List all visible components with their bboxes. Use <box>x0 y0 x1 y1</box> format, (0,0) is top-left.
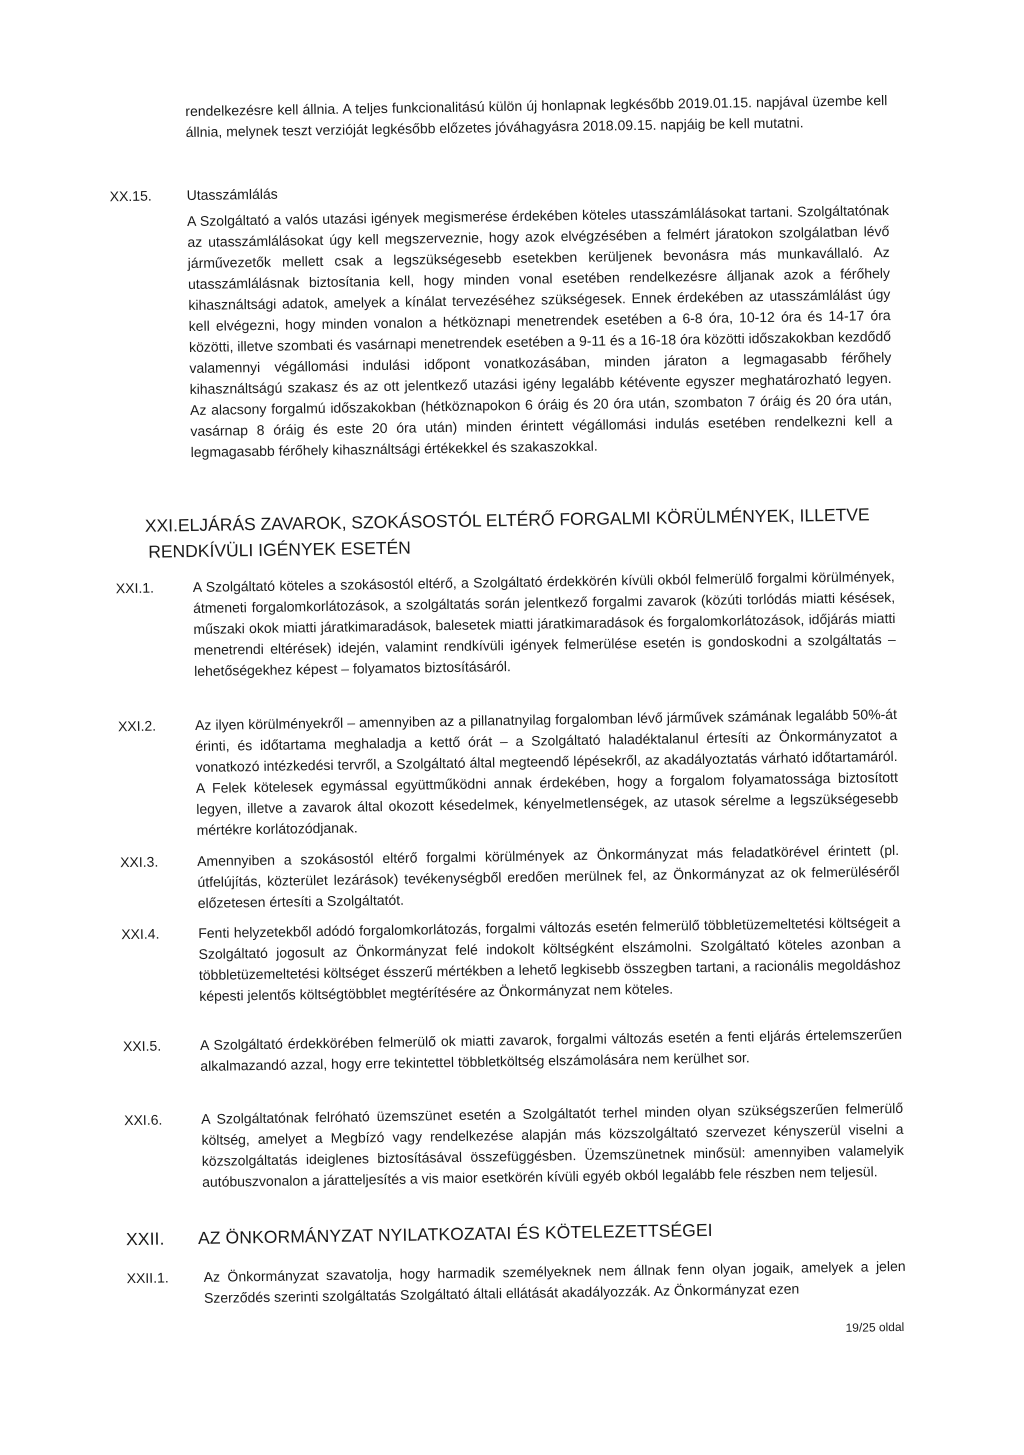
item-paragraph-xxi4: Fenti helyzetekből adódó forgalomkorlátozás, forgalmi változás esetén felmerülő többletüzemeltetési költségeit a Szolgáltató jogosult az Önkormányzat felé indokolt költségként elszámolni. Szolgáltató köteles azonban a többletüzemeltetési költséget ésszerű mértékben a lehető legkisebb összegben tartani, a racionális megoldáshoz képesti jelentős költségtöbblet megtérítésére az Önkormányzat nem köteles. <box>198 913 901 1004</box>
item-paragraph-xxi5: A Szolgáltató érdekkörében felmerülő ok miatti zavarok, forgalmi változás esetén a fenti eljárás értelemszerűen alkalmazandó azzal, hogy erre tekintettel többletköltség elszámolására nem kerülhet sor. <box>199 1025 903 1074</box>
item-paragraph-xxi1: A Szolgáltató köteles a szokásostól eltérő, a Szolgáltató érdekkörén kívüli okból felmerülő forgalmi körülmények, átmeneti forgalomkorlátozások, a szolgáltatás során jelentkező forgalmi zavarok (közúti torlódás miatti késések, műszaki okok miatti járatkimaradások, balesetek miatti járatkimaradások és forgalomkorlátozások, időjárás miatti menetrendi eltérések) idején, valamint rendkívüli igények felmerülése esetén is gondoskodni a szolgáltatás – lehetőségekhez képest – folyamatos biztosításáról. <box>192 567 896 679</box>
item-number-xxi2: XXI.2. <box>117 717 157 735</box>
item-number-xxi4: XXI.4. <box>121 925 160 943</box>
intro-paragraph: rendelkezésre kell állnia. A teljes funkcionalitású külön új honlapnak legkésőbb 2019.01.15. napjával üzembe kell állnia, melynek teszt verzióját legkésőbb előzetes jóváhagyásra 2018.09.15. napjáig be kell mutatni. <box>185 92 888 141</box>
item-paragraph-xxii1: Az Önkormányzat szavatolja, hogy harmadik személyeknek nem állnak fenn olyan jogaik, amelyek a jelen Szerződés szerinti szolgáltatás Szolgáltató általi ellátását akadályozzák. Az Önkormányzat ezen <box>203 1257 906 1306</box>
chapter-title-xxii: AZ ÖNKORMÁNYZAT NYILATKOZATAI ÉS KÖTELEZETTSÉGEI <box>197 1219 713 1248</box>
section-paragraph-xx15: A Szolgáltató a valós utazási igények megismerése érdekében köteles utasszámlálásokat tartani. Szolgáltatónak az utasszámlálásokat úgy kell megszerveznie, hogy azok elvégzésében a felmért járatokon szolgálatban lévő járművezetők mellett csak a legszükségesebb esetekben kerüljenek bevonásra más munkavállaló. Az utasszámlálásnak biztosítania kell, hogy minden vonal esetében rendelkezésre álljanak azok a férőhely kihasználtsági adatok, amelyek a kínálat tervezéséhez szükségesek. Ennek érdekében az utasszámlálást úgy kell elvégezni, hogy minden vonalon a hétköznapi menetrendek esetében a 6-8 óra, 10-12 óra és 14-17 óra közötti, illetve szombati és vasárnapi menetrendek esetében a 9-11 és a 16-18 óra közötti időszakokban kezdődő valamennyi végállomási indulási időpont vonatkozásában, minden járaton a legmagasabb férőhely kihasználtságú szakasz és az ott jelentkező utazási igény legalább kétévente egyszer meghatározható legyen. Az alacsony forgalmú időszakokban (hétköznapokon 6 óráig és 20 óra után, szombaton 7 óráig és 20 óra után, vasárnap 8 óráig és este 20 óra után) minden érintett végállomási indulás esetében rendelkezni kell a legmagasabb férőhely kihasználtsági értékekkel és szakaszokkal. <box>186 202 893 461</box>
chapter-number-xxii: XXII. <box>125 1228 165 1250</box>
item-number-xxi5: XXI.5. <box>122 1037 162 1055</box>
chapter-heading-xxi-line1: XXI.ELJÁRÁS ZAVAROK, SZOKÁSOSTÓL ELTÉRŐ FORGALMI KÖRÜLMÉNYEK, ILLETVE <box>144 504 870 536</box>
chapter-heading-xxi-line2: RENDKÍVÜLI IGÉNYEK ESETÉN <box>148 537 411 562</box>
item-number-xxi1: XXI.1. <box>115 579 155 597</box>
section-number-xx15: XX.15. <box>109 187 152 205</box>
item-paragraph-xxi6: A Szolgáltatónak felróható üzemszünet esetén a Szolgáltatót terhel minden olyan szükségszerűen felmerülő költség, amelyet a Megbízó vagy rendelkezése alapján más közszolgáltató szervezet kényszerül viselni a közszolgáltatás ideiglenes biztosításával összefüggésben. Üzemszünetnek minősül: amennyiben valamelyik autóbuszvonalon a járatteljesítés a vis maior esetkörén kívüli egyéb okból legalább fele részben nem teljesül. <box>201 1099 904 1190</box>
item-number-xxi6: XXI.6. <box>124 1111 163 1129</box>
item-number-xxii1: XXII.1. <box>126 1269 169 1287</box>
item-number-xxi3: XXI.3. <box>120 853 159 871</box>
item-paragraph-xxi2: Az ilyen körülményekről – amennyiben az a pillanatnyilag forgalomban lévő járművek számának legalább 50%-át érinti, és időtartama meghaladja a kettő órát – a Szolgáltató haladéktalanul értesíti az Önkormányzatot a vonatkozó intézkedési tervről, a Szolgáltató által megteendő lépésekről, az akadályoztatás várható időtartamáról. A Felek kötelesek egymással együttműködni annak érdekében, hogy a forgalom folyamatossága biztosított legyen, illetve a zavarok által okozott késedelmek, kényelmetlenségek, az utasok sérelme a legszükségesebb mértékre korlátozódjanak. <box>194 705 899 838</box>
item-paragraph-xxi3: Amennyiben a szokásostól eltérő forgalmi körülmények az Önkormányzat más feladatkörével érintett (pl. útfelújítás, közterület lezárások) tevékenységből eredően merülnek fel, az Önkormányzat az ok felmerüléséről előzetesen értesíti a Szolgáltatót. <box>196 841 900 911</box>
chapter-heading-xxi <box>145 501 886 565</box>
section-title-utasszamlalas: Utasszámlálás <box>186 185 278 204</box>
page-number: 19/25 oldal <box>845 1319 905 1335</box>
